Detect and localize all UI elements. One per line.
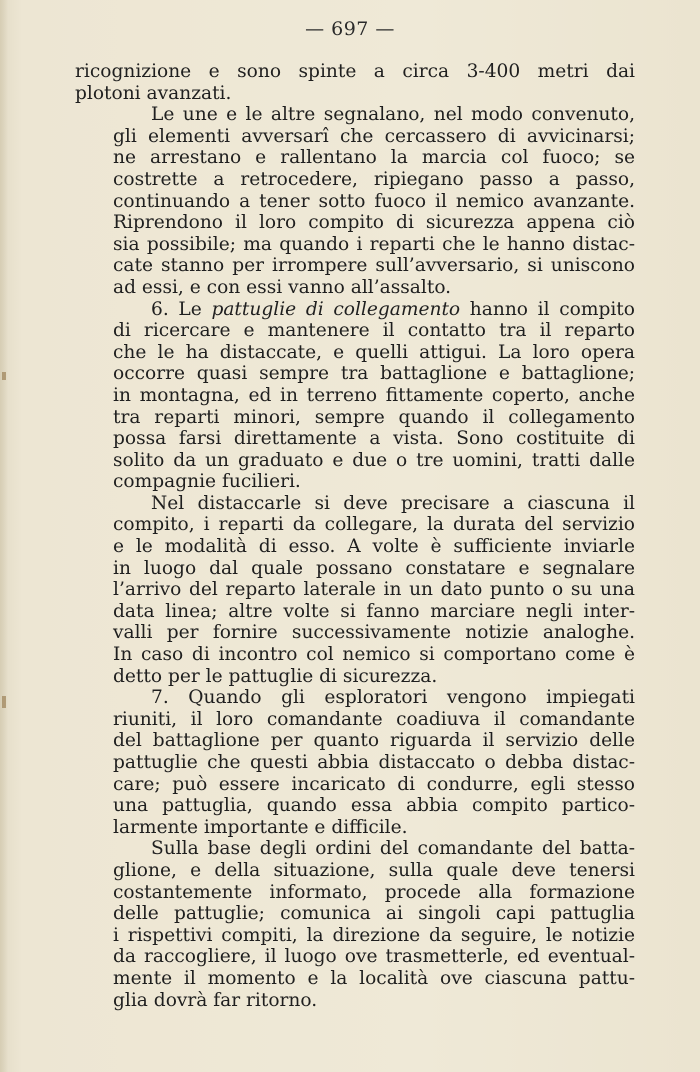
text-line: glione, e della situazione, sulla quale deve tenersi: [113, 859, 635, 881]
page-number: — 697 —: [305, 18, 395, 40]
text-line: data linea; altre volte si fanno marciare negli inter-: [113, 600, 635, 622]
paragraph: [75, 104, 635, 298]
text-line: ricognizione e sono spinte a circa 3-400 metri dai: [75, 61, 635, 82]
text-line: care; può essere incaricato di condurre, egli stesso: [113, 773, 635, 795]
text-line: che le ha distaccate, e quelli attigui. La loro opera: [113, 341, 635, 363]
text-line: da raccogliere, il luogo ove trasmetterle, ed eventual-: [113, 946, 635, 968]
text-line: Sulla base degli ordini del comandante del batta-: [151, 838, 635, 860]
text-line: possa farsi direttamente a vista. Sono costituite di: [113, 428, 635, 450]
text-line: occorre quasi sempre tra battaglione e battaglione;: [113, 363, 635, 385]
paragraph: [75, 687, 635, 838]
text-line: sia possibile; ma quando i reparti che le hanno distac-: [113, 233, 635, 255]
text-line: cate stanno per irrompere sull’avversario, si uniscono: [113, 255, 635, 277]
text-line: di ricercare e mantenere il contatto tra il reparto: [113, 320, 635, 342]
text-line: costantemente informato, procede alla formazione: [113, 881, 635, 903]
text-line: 7. Quando gli esploratori vengono impiegati: [151, 687, 635, 709]
text-line: mente il momento e la località ove ciascuna pattu-: [113, 967, 635, 989]
text-line: plotoni avanzati.: [75, 82, 232, 104]
text-line: larmente importante e difficile.: [113, 816, 408, 838]
text-line: i rispettivi compiti, la direzione da seguire, le notizie: [113, 924, 635, 946]
text-line: e le modalità di esso. A volte è sufficiente inviarle: [113, 536, 635, 558]
text-line: detto per le pattuglie di sicurezza.: [113, 665, 438, 687]
italic-term: pattuglie di collegamento: [211, 298, 461, 320]
paragraph: [75, 61, 635, 104]
paragraph: [75, 299, 635, 493]
text-line: delle pattuglie; comunica ai singoli capi pattuglia: [113, 903, 635, 925]
text-line: solito da un graduato e due o tre uomini, tratti dalle: [113, 449, 635, 471]
text-line: pattuglie che questi abbia distaccato o debba distac-: [113, 752, 635, 773]
text-line: compagnie fucilieri.: [113, 471, 301, 493]
text-line: In caso di incontro col nemico si comportano come è: [113, 644, 635, 666]
text-line: Nel distaccarle si deve precisare a ciascuna il: [151, 492, 635, 514]
text-line: una pattuglia, quando essa abbia compito partico-: [113, 795, 635, 817]
text-line: del battaglione per quanto riguarda il servizio delle: [113, 730, 635, 752]
text-line: in montagna, ed in terreno fittamente coperto, anche: [113, 384, 635, 406]
text-line: ad essi, e con essi vanno all’assalto.: [113, 276, 452, 298]
margin-mark: [2, 372, 6, 380]
paragraph: [75, 493, 635, 687]
text-line: tra reparti minori, sempre quando il collegamento: [113, 406, 635, 428]
text-line: Riprendono il loro compito di sicurezza appena ciò: [113, 212, 635, 234]
text-line: 6. Le pattuglie di collegamento hanno il compito: [151, 298, 635, 320]
text-line: in luogo dal quale possano constatare e segnalare: [113, 557, 635, 579]
paragraph: [75, 838, 635, 1011]
text-line: continuando a tener sotto fuoco il nemico avanzante.: [113, 190, 635, 212]
text-line: compito, i reparti da collegare, la durata del servizio: [113, 514, 635, 536]
page-binding-edge: [0, 0, 8, 1072]
text-line: costrette a retrocedere, ripiegano passo a passo,: [113, 168, 635, 190]
text-line: glia dovrà far ritorno.: [113, 989, 318, 1011]
text-line: gli elementi avversarî che cercassero di avvicinarsi;: [113, 125, 635, 147]
margin-mark: [2, 696, 6, 708]
text-line: Le une e le altre segnalano, nel modo convenuto,: [151, 104, 635, 126]
text-line: valli per fornire successivamente notizie analoghe.: [113, 622, 635, 644]
text-line: l’arrivo del reparto laterale in un dato punto o su una: [113, 579, 635, 601]
body-text: [75, 61, 635, 1011]
text-line: riuniti, il loro comandante coadiuva il comandante: [113, 708, 635, 730]
text-line: ne arrestano e rallentano la marcia col fuoco; se: [113, 147, 635, 169]
